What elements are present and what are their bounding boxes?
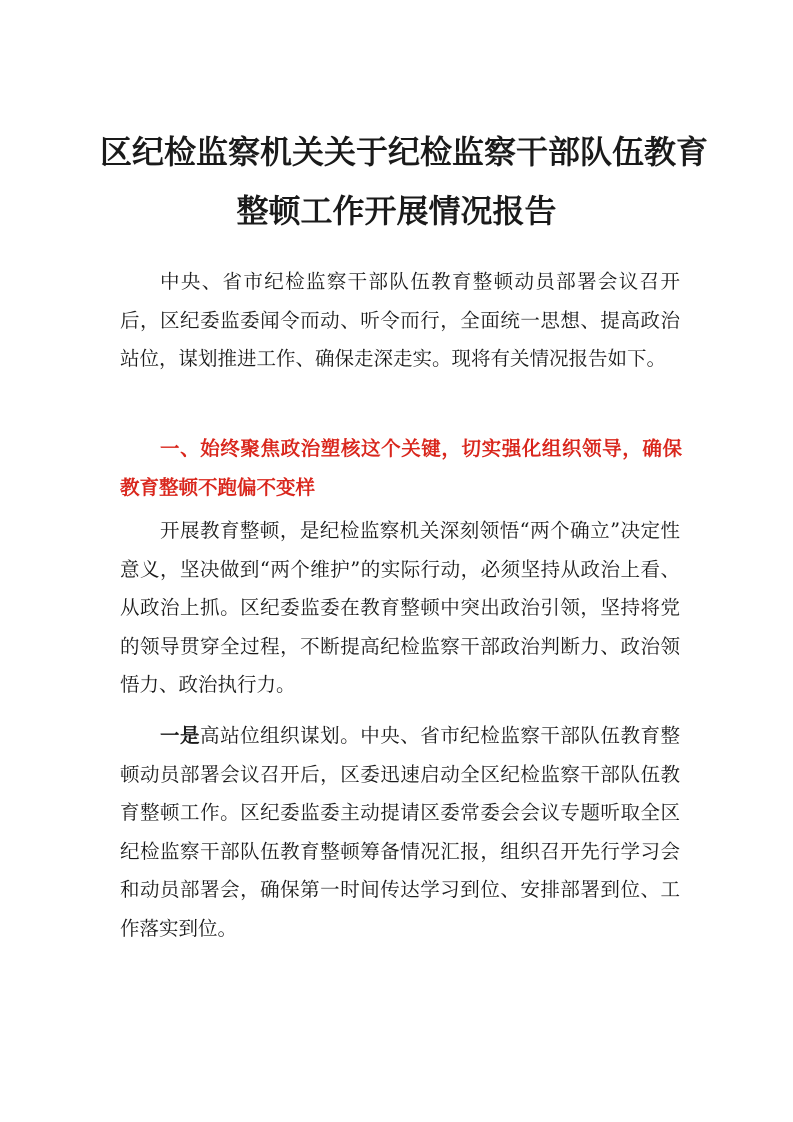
point-1-text: 高站位组织谋划。中央、省市纪检监察干部队伍教育整顿动员部署会议召开后，区委迅速启动全区纪检监察干部队伍教育整顿工作。区纪委监委主动提请区委常委会会议专题听取全区纪检监察干部队伍教育整顿筹备情况汇报，组织召开先行学习会和动员部署会，确保第一时间传达学习到位、安排部署到位、工作落实到位。: [120, 724, 680, 940]
section-1-heading: 一、始终聚焦政治塑核这个关键，切实强化组织领导，确保教育整顿不跑偏不变样: [120, 437, 682, 499]
section-1-paragraph-1: 开展教育整顿，是纪检监察机关深刻领悟“两个确立”决定性意义，坚决做到“两个维护”的实际行动，必须坚持从政治上看、从政治上抓。区纪委监委在教育整顿中突出政治引领，坚持将党的领导贯穿全过程，不断提高纪检监察干部政治判断力、政治领悟力、政治执行力。: [120, 519, 680, 696]
document-title-line-2: 整顿工作开展情况报告: [236, 192, 557, 230]
point-1-lead: 一是: [160, 724, 201, 747]
document-title-line-1: 区纪检监察机关关于纪检监察干部队伍教育: [100, 133, 709, 171]
section-1-point-1: [120, 717, 680, 948]
intro-paragraph: 中央、省市纪检监察干部队伍教育整顿动员部署会议召开后，区纪委监委闻令而动、听令而行，全面统一思想、提高政治站位，谋划推进工作、确保走深走实。现将有关情况报告如下。: [120, 270, 680, 370]
